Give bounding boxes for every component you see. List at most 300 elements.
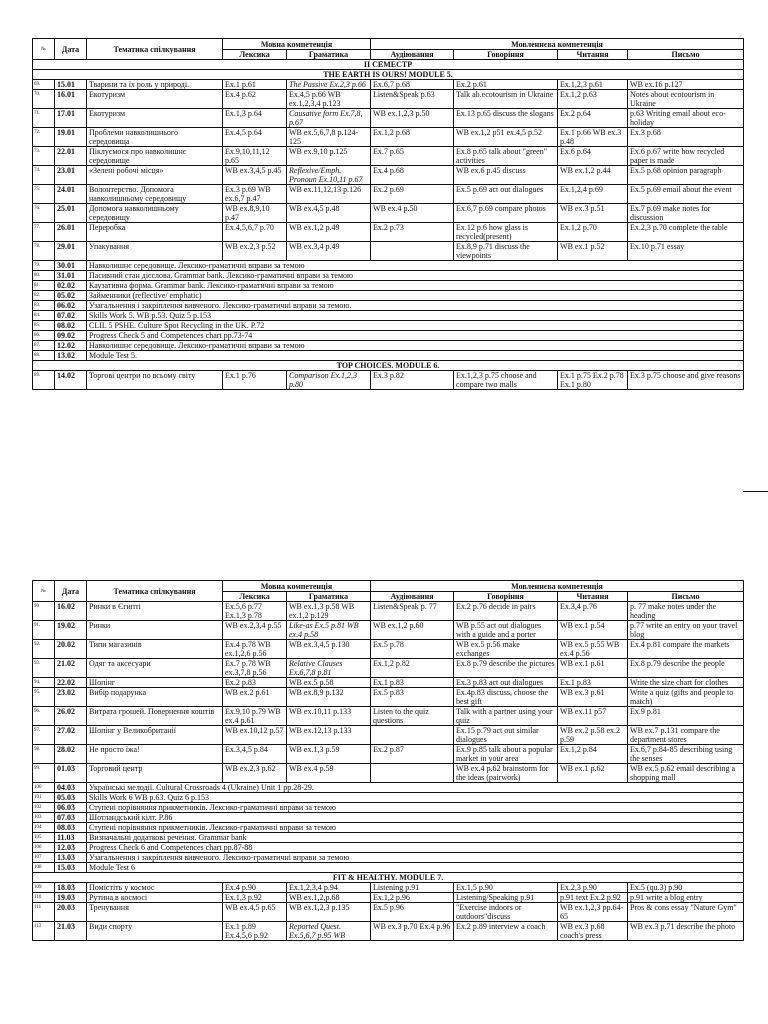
cell-topic: Переробка xyxy=(87,223,223,242)
cell-speaking: "Exercise indoors or outdoors"discuss xyxy=(454,903,558,922)
cell-speaking: Ex.5 p.69 act out dialogues xyxy=(454,185,558,204)
cell-speaking: Ex.2 p.76 decide in pairs xyxy=(454,602,558,621)
table-row xyxy=(33,883,744,893)
table-row xyxy=(33,166,744,185)
cell-speaking: WB p.55 act out dialogues with a guide and a porter xyxy=(454,621,558,640)
cell-description: CLIL 5 PSHE. Culture Spot Recycling in the UK. P.72 xyxy=(87,321,744,331)
cell-vocab: Ex.9,10 p.79 WB ex.4 p.61 xyxy=(223,707,287,726)
cell-reading: Ex.1,2 p.70 xyxy=(558,223,628,242)
cell-speaking: WB ex.4 p.62 brainstorm for the ideas (pairwork) xyxy=(454,764,558,783)
cell-listening: WB ex.4 p.50 xyxy=(371,204,454,223)
cell-vocab: Ex.7 p.78 WB ex.3,7,8 p.56 xyxy=(223,659,287,678)
cell-speaking: Ex.2 p.61 xyxy=(454,80,558,90)
cell-description: Progress Check 6 and Competences chart pp.87-88 xyxy=(87,843,744,853)
cell-reading: WB ex.3 p.61 xyxy=(558,688,628,707)
cell-grammar: WB ex.3,4,5 p.130 xyxy=(287,640,371,659)
cell-num: 71. xyxy=(33,109,55,128)
cell-num: 77. xyxy=(33,223,55,242)
cell-listening: Ex.1,2 p.68 xyxy=(371,128,454,147)
header-num: № xyxy=(33,581,55,602)
cell-num: 92. xyxy=(33,640,55,659)
table-row xyxy=(33,853,744,863)
cell-reading: WB ex.3 p.68 coach's press xyxy=(558,922,628,941)
cell-topic: Шопінг xyxy=(87,678,223,688)
cell-date: 23.01 xyxy=(55,166,87,185)
cell-speaking: Listening/Speaking p.91 xyxy=(454,893,558,903)
cell-reading: WB ex.1 p.61 xyxy=(558,659,628,678)
cell-reading: Ex.3,4 p.76 xyxy=(558,602,628,621)
cell-listening: WB ex.1,2 p.60 xyxy=(371,621,454,640)
cell-num: 89. xyxy=(33,371,55,390)
cell-num: 85. xyxy=(33,321,55,331)
table-row xyxy=(33,793,744,803)
table-row xyxy=(33,271,744,281)
cell-listening: Listening p.91 xyxy=(371,883,454,893)
cell-reading: WB ex.5 p.55 WB ex.4 p.56 xyxy=(558,640,628,659)
cell-date: 18.03 xyxy=(55,883,87,893)
cell-grammar: WB ex.1,2,3 p.135 xyxy=(287,903,371,922)
cell-writing: Ex.6,7 p.84-85 describing using the senses xyxy=(628,745,744,764)
cell-description: Module Test 6 xyxy=(87,863,744,873)
cell-reading: Ex.1,2 p.63 xyxy=(558,90,628,109)
cell-reading: WB ex.1 p.62 xyxy=(558,764,628,783)
header-vocab: Лексика xyxy=(223,592,287,602)
cell-listening: Ex.5 p.83 xyxy=(371,688,454,707)
cell-num: 103 xyxy=(33,813,55,823)
cell-reading: WB ex.1,2 p.44 xyxy=(558,166,628,185)
header-speaking: Говоріння xyxy=(454,592,558,602)
table-row xyxy=(33,291,744,301)
table-row xyxy=(33,922,744,941)
cell-description: Пасивний стан дієслова. Grammar bank. Лексико-граматичні вправи за темою xyxy=(87,271,744,281)
cell-listening: Ex.1,2 p.96 xyxy=(371,893,454,903)
cell-grammar: WB ex.1,3 p.59 xyxy=(287,745,371,764)
table-row xyxy=(33,341,744,351)
cell-num: 112 xyxy=(33,922,55,941)
cell-date: 23.02 xyxy=(55,688,87,707)
header-listening: Аудіювання xyxy=(371,592,454,602)
cell-topic: Торговий центр xyxy=(87,764,223,783)
cell-topic: Піклуємося про навколишнє середовище xyxy=(87,147,223,166)
cell-num: 73. xyxy=(33,147,55,166)
cell-topic: Одяг та аксесуари xyxy=(87,659,223,678)
cell-num: 100 xyxy=(33,783,55,793)
cell-grammar: WB ex.11,12,13 p.126 xyxy=(287,185,371,204)
cell-reading: WB ex.2 p.58 ex.2 p.59 xyxy=(558,726,628,745)
cell-speaking: Ex.15 p.79 act out similar dialogues xyxy=(454,726,558,745)
cell-num: 97. xyxy=(33,726,55,745)
cell-num: 90 xyxy=(33,602,55,621)
table-row xyxy=(33,301,744,311)
cell-num: 99. xyxy=(33,764,55,783)
cell-grammar: Like-as Ex.5 p.81 WB ex.4 p.58 xyxy=(287,621,371,640)
cell-listening: Ex.5 p.78 xyxy=(371,640,454,659)
cell-date: 07.03 xyxy=(55,813,87,823)
cell-speaking: Talk ab.ecotourism in Ukraine xyxy=(454,90,558,109)
cell-listening: Listen to the quiz questions xyxy=(371,707,454,726)
cell-listening: WB ex.1,2,3 p.50 xyxy=(371,109,454,128)
cell-reading: WB ex.1 p.54 xyxy=(558,621,628,640)
cell-description: Skills Work 5. WB p.53. Quiz 5 p.153 xyxy=(87,311,744,321)
table-row xyxy=(33,621,744,640)
cell-writing: Pros & cons essay "Nature Gym" xyxy=(628,903,744,922)
cell-num: 79. xyxy=(33,261,55,271)
cell-date: 12.02 xyxy=(55,341,87,351)
table-row xyxy=(33,331,744,341)
cell-writing: Ex.3 p.75 choose and give reasons xyxy=(628,371,744,390)
section-title: ІІ СЕМЕСТР xyxy=(33,60,744,70)
cell-description: Progress Check 5 and Competences chart pp.73-74 xyxy=(87,331,744,341)
cell-num: 70. xyxy=(33,90,55,109)
cell-date: 13.02 xyxy=(55,351,87,361)
cell-vocab: Ex.1 p.89 Ex.4,5,6 p.92 xyxy=(223,922,287,941)
cell-listening: Ex.2 p.87 xyxy=(371,745,454,764)
table-row xyxy=(33,707,744,726)
cell-writing: Ex.5 p.69 email about the event xyxy=(628,185,744,204)
cell-writing: WB ex.7 p.131 compare the department stores xyxy=(628,726,744,745)
cell-listening xyxy=(371,764,454,783)
section-title: TOP CHOICES. MODULE 6. xyxy=(33,361,744,371)
cell-listening: Ex.4 p.68 xyxy=(371,166,454,185)
header-speaking: Говоріння xyxy=(454,50,558,60)
table-row xyxy=(33,803,744,813)
section-header-row xyxy=(33,60,744,70)
cell-date: 27.02 xyxy=(55,726,87,745)
cell-topic: Допомога навколишньому середовищу xyxy=(87,204,223,223)
cell-vocab: Ex.4,5,6,7 p.70 xyxy=(223,223,287,242)
cell-num: 98. xyxy=(33,745,55,764)
cell-listening: Ex.3 p.82 xyxy=(371,371,454,390)
cell-listening: Listen&Speak p.63 xyxy=(371,90,454,109)
cell-writing: WB ex.5 p.62 email describing a shopping mall xyxy=(628,764,744,783)
cell-date: 19.02 xyxy=(55,621,87,640)
cell-num: 108 xyxy=(33,863,55,873)
cell-date: 05.02 xyxy=(55,291,87,301)
cell-topic: Помістіть у космос xyxy=(87,883,223,893)
cell-writing: p.63 Writing email about eco-holiday xyxy=(628,109,744,128)
cell-grammar: WB ex.4 p.59 xyxy=(287,764,371,783)
cell-topic: Волонтерство. Допомога навколишньому середовищу xyxy=(87,185,223,204)
cell-date: 11.03 xyxy=(55,833,87,843)
cell-num: 78. xyxy=(33,242,55,261)
cell-reading: WB ex.1 p.52 xyxy=(558,242,628,261)
header-writing: Письмо xyxy=(628,50,744,60)
table-row xyxy=(33,223,744,242)
cell-speaking: WB ex.5 p.56 make exchanges xyxy=(454,640,558,659)
cell-topic: Ринки xyxy=(87,621,223,640)
cell-num: 110 xyxy=(33,893,55,903)
cell-reading: Ex.6 p.64 xyxy=(558,147,628,166)
table-row xyxy=(33,242,744,261)
cell-num: 111 xyxy=(33,903,55,922)
cell-reading: Ex.1,2 p.84 xyxy=(558,745,628,764)
cell-date: 20.03 xyxy=(55,903,87,922)
table-row xyxy=(33,204,744,223)
cell-date: 26.01 xyxy=(55,223,87,242)
header-reading: Читання xyxy=(558,592,628,602)
cell-description: Ступені порівняння прикметників. Лексико-граматичні вправи за темою xyxy=(87,823,744,833)
cell-date: 07.02 xyxy=(55,311,87,321)
cell-grammar: Comparison Ex.1,2,3 p.80 xyxy=(287,371,371,390)
cell-vocab: Ex.3 p.69 WB ex.6,7 p.47 xyxy=(223,185,287,204)
cell-date: 30.01 xyxy=(55,261,87,271)
cell-num: 76. xyxy=(33,204,55,223)
cell-vocab: WB ex.2,3 p.52 xyxy=(223,242,287,261)
cell-topic: Види спорту xyxy=(87,922,223,941)
cell-writing: Ex.2,3 p.70 complete the table xyxy=(628,223,744,242)
table-row xyxy=(33,281,744,291)
cell-reading: Ex.1 p.66 WB ex.3 p.48 xyxy=(558,128,628,147)
cell-writing: Ex.5 (qu.3) p.90 xyxy=(628,883,744,893)
cell-grammar: WB ex.4,5 p.48 xyxy=(287,204,371,223)
cell-date: 19.01 xyxy=(55,128,87,147)
cell-reading: p.91 text Ex.2 p.92 xyxy=(558,893,628,903)
cell-reading: Ex.1,2,3 p.61 xyxy=(558,80,628,90)
table-row xyxy=(33,833,744,843)
overflow-rule-line xyxy=(743,491,768,492)
cell-writing: Ex.6 p.67 write how recycled paper is made xyxy=(628,147,744,166)
cell-date: 01.03 xyxy=(55,764,87,783)
cell-grammar: Ex.4,5 p.66 WB ex.1,2,3,4 p.123 xyxy=(287,90,371,109)
cell-grammar: The Passive Ex.2,3 p.66 xyxy=(287,80,371,90)
cell-num: 84. xyxy=(33,311,55,321)
header-writing: Письмо xyxy=(628,592,744,602)
cell-description: Навколишнє середовище. Лексико-граматичні вправи за темою xyxy=(87,261,744,271)
cell-date: 21.03 xyxy=(55,922,87,941)
cell-topic: Вибір подарунка xyxy=(87,688,223,707)
cell-topic: Рутина в космосі xyxy=(87,893,223,903)
table-row xyxy=(33,640,744,659)
table-row xyxy=(33,90,744,109)
header-listening: Аудіювання xyxy=(371,50,454,60)
table-header xyxy=(33,39,744,60)
cell-description: Шотландський кілт. P.86 xyxy=(87,813,744,823)
cell-vocab: Ex.4 p.90 xyxy=(223,883,287,893)
cell-reading: Ex.1 p.83 xyxy=(558,678,628,688)
table-row xyxy=(33,863,744,873)
cell-date: 22.02 xyxy=(55,678,87,688)
cell-vocab: Ex.5,6 p.77 Ex.1,3 p.78 xyxy=(223,602,287,621)
cell-vocab: WB ex.2,3 p.62 xyxy=(223,764,287,783)
cell-speaking: Ex.1,5 p.90 xyxy=(454,883,558,893)
cell-num: 82. xyxy=(33,291,55,301)
cell-speaking: Talk with a partner using your quiz xyxy=(454,707,558,726)
cell-topic: Тварини та їх роль у природі. xyxy=(87,80,223,90)
cell-writing: Ex.10 p.71 essay xyxy=(628,242,744,261)
cell-reading: Ex.1 p.75 Ex.2 p.78 Ex.1 p.80 xyxy=(558,371,628,390)
cell-vocab: Ex.3,4,5 p.84 xyxy=(223,745,287,764)
schedule-table-2 xyxy=(32,580,744,941)
cell-num: 91. xyxy=(33,621,55,640)
cell-writing: Write the size chart for clothes xyxy=(628,678,744,688)
cell-date: 16.01 xyxy=(55,90,87,109)
cell-writing: WB ex.3 p.71 describe the photo xyxy=(628,922,744,941)
cell-speaking: Ex.3 p.83 act out dialogues xyxy=(454,678,558,688)
header-date: Дата xyxy=(55,39,87,60)
header-grammar: Граматика xyxy=(287,50,371,60)
cell-listening xyxy=(371,726,454,745)
cell-topic: «Зелені робочі місця» xyxy=(87,166,223,185)
header-topic: Тематика спілкування xyxy=(87,39,223,60)
cell-date: 28.02 xyxy=(55,745,87,764)
cell-date: 16.02 xyxy=(55,602,87,621)
cell-date: 04.03 xyxy=(55,783,87,793)
table-row xyxy=(33,321,744,331)
header-reading: Читання xyxy=(558,50,628,60)
cell-listening: Ex.5 p.96 xyxy=(371,903,454,922)
cell-vocab: WB ex.10,12 p.57 xyxy=(223,726,287,745)
cell-num: 107 xyxy=(33,853,55,863)
cell-vocab: Ex.9,10,11,12 p.65 xyxy=(223,147,287,166)
table-row xyxy=(33,764,744,783)
cell-listening: Ex.7 p.65 xyxy=(371,147,454,166)
cell-num: 93. xyxy=(33,659,55,678)
table-row xyxy=(33,823,744,833)
cell-listening: Ex.2 p.73 xyxy=(371,223,454,242)
cell-grammar: Relative Clauses Ex.6,7,8 p.81 xyxy=(287,659,371,678)
cell-date: 26.02 xyxy=(55,707,87,726)
cell-grammar: WB ex.1,2 p.49 xyxy=(287,223,371,242)
cell-topic: Упакування xyxy=(87,242,223,261)
cell-reading: Ex.2 p.64 xyxy=(558,109,628,128)
cell-vocab: WB ex.2,3,4 p.55 xyxy=(223,621,287,640)
header-language-competence: Мовна компетенція xyxy=(223,39,371,50)
cell-writing: Write a quiz (gifts and people to match) xyxy=(628,688,744,707)
cell-num: 105 xyxy=(33,833,55,843)
cell-topic: Проблеми навколишнього середовища xyxy=(87,128,223,147)
cell-date: 29.01 xyxy=(55,242,87,261)
table-row xyxy=(33,783,744,793)
table-header xyxy=(33,581,744,602)
cell-writing: Notes about ecotourism in Ukraine xyxy=(628,90,744,109)
cell-date: 08.02 xyxy=(55,321,87,331)
cell-reading: WB ex.3 p.51 xyxy=(558,204,628,223)
section-header-row xyxy=(33,873,744,883)
cell-writing: Ex.7 p.69 make notes for discussion xyxy=(628,204,744,223)
cell-num: 72. xyxy=(33,128,55,147)
cell-date: 06.02 xyxy=(55,301,87,311)
header-language-competence: Мовна компетенція xyxy=(223,581,371,592)
table-row xyxy=(33,109,744,128)
cell-num: 88. xyxy=(33,351,55,361)
cell-description: Узагальнення і закріплення вивченого. Лексико-граматичні вправи за темою. xyxy=(87,301,744,311)
cell-vocab: Ex.4,5 p.64 xyxy=(223,128,287,147)
cell-vocab: Ex.1 p.76 xyxy=(223,371,287,390)
cell-grammar: WB ex.9,10 p.125 xyxy=(287,147,371,166)
cell-speaking: Ex.1,2,3 p.75 choose and compare two malls xyxy=(454,371,558,390)
cell-topic: Тренування xyxy=(87,903,223,922)
cell-writing: Ex.3 p.68 xyxy=(628,128,744,147)
cell-topic: Екотуризм xyxy=(87,109,223,128)
cell-date: 08.03 xyxy=(55,823,87,833)
table-row xyxy=(33,659,744,678)
table-row xyxy=(33,602,744,621)
cell-writing: Ex.8 p.79 describe the people xyxy=(628,659,744,678)
cell-listening: Ex.1 p.83 xyxy=(371,678,454,688)
cell-grammar: WB ex.3,4 p.49 xyxy=(287,242,371,261)
cell-writing: Ex.5 p.68 opinion paragraph xyxy=(628,166,744,185)
cell-description: Ступені порівняння прикметників. Лексико-граматичні вправи за темою xyxy=(87,803,744,813)
cell-topic: Витрата грошей. Повернення коштів xyxy=(87,707,223,726)
cell-reading: WB ex.11 p57 xyxy=(558,707,628,726)
cell-writing: p.77 write an entry on your travel blog xyxy=(628,621,744,640)
cell-date: 15.03 xyxy=(55,863,87,873)
cell-listening xyxy=(371,242,454,261)
cell-vocab: WB ex.2 p.61 xyxy=(223,688,287,707)
cell-num: 106 xyxy=(33,843,55,853)
cell-date: 13.03 xyxy=(55,853,87,863)
header-speech-competence: Мовленнєва компетенція xyxy=(371,39,744,50)
cell-num: 83. xyxy=(33,301,55,311)
cell-listening: Listen&Speak p. 77 xyxy=(371,602,454,621)
cell-writing: p.91 write a blog entry xyxy=(628,893,744,903)
cell-speaking: Ex.4p.83 discuss, choose the best gift xyxy=(454,688,558,707)
section-header-row xyxy=(33,70,744,80)
cell-num: 80. xyxy=(33,271,55,281)
table-row xyxy=(33,147,744,166)
cell-grammar: WB ex.5 p.58 xyxy=(287,678,371,688)
cell-writing: WB ex.16 p.127 xyxy=(628,80,744,90)
cell-grammar: Ex.1,2,3,4 p.94 xyxy=(287,883,371,893)
cell-speaking: Ex.8 p.79 describe the pictures xyxy=(454,659,558,678)
cell-date: 06.03 xyxy=(55,803,87,813)
cell-description: Українські мелодії. Cultural Crossroads 4 (Ukraine) Unit 1 pp.28-29. xyxy=(87,783,744,793)
cell-topic: Екотуризм xyxy=(87,90,223,109)
cell-num: 74. xyxy=(33,166,55,185)
table-row xyxy=(33,261,744,271)
cell-grammar: WB ex.8,9 p.132 xyxy=(287,688,371,707)
cell-speaking: Ex.9 p.85 talk about a popular market in your area xyxy=(454,745,558,764)
cell-date: 12.03 xyxy=(55,843,87,853)
cell-reading: Ex.1,2,4 p.69 xyxy=(558,185,628,204)
cell-date: 15.01 xyxy=(55,80,87,90)
cell-speaking: Ex.8,9 p.71 discuss the viewpoints xyxy=(454,242,558,261)
table-row xyxy=(33,351,744,361)
cell-grammar: WB ex.1,2,p.68 xyxy=(287,893,371,903)
cell-speaking: Ex.13 p.65 discuss the slogans xyxy=(454,109,558,128)
cell-topic: Шопінг у Великобританії xyxy=(87,726,223,745)
cell-num: 104 xyxy=(33,823,55,833)
cell-vocab: Ex.1,3 p.64 xyxy=(223,109,287,128)
table-row xyxy=(33,893,744,903)
cell-num: 87. xyxy=(33,341,55,351)
header-vocab: Лексика xyxy=(223,50,287,60)
cell-date: 14.02 xyxy=(55,371,87,390)
cell-vocab: Ex.1,3 p.92 xyxy=(223,893,287,903)
cell-vocab: WB ex.3,4,5 p.45 xyxy=(223,166,287,185)
cell-date: 17.01 xyxy=(55,109,87,128)
cell-date: 02.02 xyxy=(55,281,87,291)
cell-date: 05.03 xyxy=(55,793,87,803)
cell-topic: Типи магазинів xyxy=(87,640,223,659)
cell-date: 31.01 xyxy=(55,271,87,281)
cell-speaking: Ex.2 p.89 interview a coach xyxy=(454,922,558,941)
cell-writing: p. 77 make notes under the heading xyxy=(628,602,744,621)
cell-date: 22.01 xyxy=(55,147,87,166)
table-row xyxy=(33,903,744,922)
table-row xyxy=(33,311,744,321)
cell-grammar: WB ex.12,13 p.133 xyxy=(287,726,371,745)
cell-description: Module Test 5. xyxy=(87,351,744,361)
cell-vocab: WB ex.4,5 p.65 xyxy=(223,903,287,922)
cell-grammar: Reported Quest. Ex.5,6,7 p.95 WB xyxy=(287,922,371,941)
table-row xyxy=(33,80,744,90)
cell-date: 19.03 xyxy=(55,893,87,903)
cell-grammar: Reflexive/Emph. Pronoun Ex.10,11 p.67 xyxy=(287,166,371,185)
cell-grammar: WB ex.5,6,7,8 p.124-125 xyxy=(287,128,371,147)
header-date: Дата xyxy=(55,581,87,602)
header-num: № xyxy=(33,39,55,60)
